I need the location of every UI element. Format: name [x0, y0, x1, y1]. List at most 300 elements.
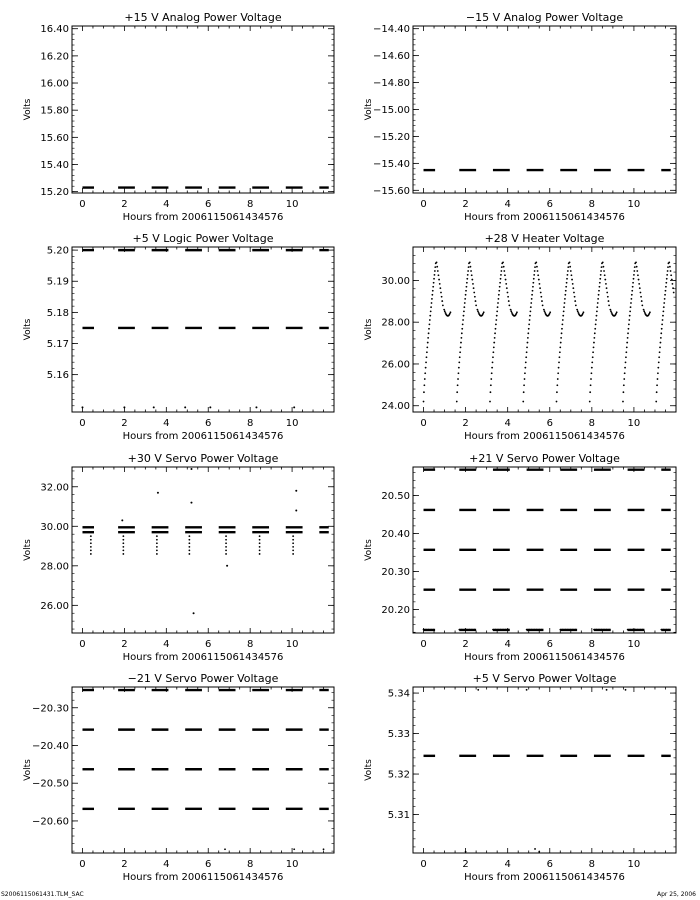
data-point: [560, 342, 562, 344]
data-point: [493, 342, 495, 344]
data-point: [436, 261, 438, 263]
data-point: [535, 261, 537, 263]
data-point: [562, 629, 564, 631]
data-point: [631, 294, 633, 296]
y-axis-label: Volts: [364, 759, 374, 781]
data-point: [576, 309, 578, 311]
y-tick-label: −20.60: [31, 816, 69, 828]
data-point: [627, 332, 629, 334]
x-tick-label: 4: [504, 199, 511, 210]
data-point: [635, 261, 637, 263]
data-point: [436, 266, 438, 268]
data-point: [494, 332, 496, 334]
data-point: [492, 361, 494, 363]
data-point: [657, 372, 659, 374]
plot-frame: [413, 247, 676, 412]
data-point: [597, 302, 599, 304]
data-point: [564, 298, 566, 300]
chart-title: −15 V Analog Power Voltage: [465, 11, 624, 24]
data-point: [433, 282, 435, 284]
data-point: [663, 629, 665, 631]
x-tick-label: 6: [205, 199, 212, 210]
x-tick-label: 0: [79, 418, 86, 429]
data-point: [468, 266, 470, 268]
data-point: [492, 629, 494, 631]
data-point: [457, 378, 459, 380]
data-point: [503, 270, 505, 272]
data-point: [570, 629, 572, 631]
data-point: [438, 279, 440, 281]
outlier-point: [157, 492, 159, 494]
footer-file-label: S2006115061431.TLM_SAC: [1, 891, 84, 898]
chart-panel-5: [23, 452, 334, 663]
y-tick-label: −15.40: [372, 158, 410, 170]
data-point: [562, 319, 564, 321]
y-tick-label: 15.40: [40, 159, 69, 171]
data-point: [90, 539, 92, 541]
data-point: [642, 629, 644, 631]
data-point: [530, 306, 532, 308]
data-point: [629, 629, 631, 631]
y-axis-label: Volts: [364, 539, 374, 561]
plot-frame: [72, 247, 334, 412]
data-point: [224, 848, 226, 850]
data-point: [495, 629, 497, 631]
y-axis-label: Volts: [23, 98, 33, 121]
data-point: [441, 300, 443, 302]
data-point: [507, 629, 509, 631]
data-point: [496, 315, 498, 317]
chart-title: +5 V Logic Power Voltage: [132, 232, 274, 245]
data-point: [641, 300, 643, 302]
data-point: [661, 328, 663, 330]
data-point: [457, 384, 459, 386]
y-axis-label: Volts: [23, 759, 33, 781]
data-point: [122, 542, 124, 544]
data-point: [475, 304, 477, 306]
data-point: [630, 302, 632, 304]
data-point: [90, 553, 92, 555]
data-point: [467, 270, 469, 272]
y-tick-label: 20.30: [381, 566, 410, 578]
data-point: [495, 328, 497, 330]
data-point: [624, 372, 626, 374]
data-point: [469, 261, 471, 263]
x-tick-label: 10: [627, 639, 641, 650]
chart-panel-4: [364, 232, 676, 442]
data-point: [188, 553, 190, 555]
data-point: [526, 346, 528, 348]
data-point: [598, 294, 600, 296]
x-tick-label: 4: [163, 418, 170, 429]
y-axis-label: Volts: [23, 318, 33, 341]
data-point: [525, 361, 527, 363]
data-point: [583, 311, 585, 313]
data-point: [539, 283, 541, 285]
x-tick-label: 0: [420, 859, 427, 870]
data-point: [558, 367, 560, 369]
data-point: [567, 274, 569, 276]
data-point: [523, 391, 525, 393]
data-point: [426, 346, 428, 348]
data-point: [225, 539, 227, 541]
data-point: [259, 546, 261, 548]
data-point: [156, 539, 158, 541]
data-point: [225, 549, 227, 551]
data-point: [604, 279, 606, 281]
data-point: [537, 274, 539, 276]
data-point: [570, 270, 572, 272]
data-point: [540, 296, 542, 298]
data-point: [625, 689, 627, 691]
data-point: [528, 629, 530, 631]
data-point: [510, 309, 512, 311]
data-point: [604, 274, 606, 276]
data-point: [599, 286, 601, 288]
data-point: [660, 337, 662, 339]
data-point: [259, 539, 261, 541]
x-tick-label: 0: [420, 639, 427, 650]
x-tick-label: 4: [504, 859, 511, 870]
data-point: [431, 298, 433, 300]
outlier-point: [295, 490, 297, 492]
data-point: [660, 332, 662, 334]
y-axis-label: Volts: [364, 318, 374, 341]
outlier-point: [193, 612, 195, 614]
data-point: [672, 283, 674, 285]
data-point: [458, 367, 460, 369]
data-point: [500, 629, 502, 631]
data-point: [471, 274, 473, 276]
chart-panel-6: [364, 452, 676, 663]
data-point: [563, 306, 565, 308]
data-point: [466, 286, 468, 288]
data-point: [538, 851, 540, 853]
data-point: [630, 298, 632, 300]
data-point: [464, 302, 466, 304]
data-point: [503, 266, 505, 268]
data-point: [477, 310, 479, 312]
data-point: [541, 300, 543, 302]
chart-panel-8: [364, 672, 676, 883]
y-tick-label: 24.00: [381, 401, 410, 413]
data-point: [475, 300, 477, 302]
data-point: [637, 629, 639, 631]
data-point: [528, 323, 530, 325]
data-point: [439, 287, 441, 289]
data-point: [292, 553, 294, 555]
y-tick-label: 5.31: [387, 810, 410, 822]
x-tick-label: 10: [627, 859, 641, 870]
data-point: [593, 346, 595, 348]
y-tick-label: 5.32: [387, 769, 410, 781]
data-point: [605, 283, 607, 285]
x-tick-label: 0: [420, 418, 427, 429]
x-tick-label: 4: [504, 418, 511, 429]
data-point: [668, 629, 670, 631]
x-axis-label: Hours from 2006115061434576: [464, 652, 625, 663]
data-point: [627, 337, 629, 339]
y-tick-label: −15.00: [372, 105, 410, 116]
data-point: [434, 266, 436, 268]
data-point: [90, 542, 92, 544]
data-point: [531, 294, 533, 296]
data-point: [459, 356, 461, 358]
data-point: [523, 384, 525, 386]
data-point: [123, 406, 125, 408]
data-point: [473, 287, 475, 289]
data-point: [209, 406, 211, 408]
data-point: [460, 346, 462, 348]
x-axis-label: Hours from 2006115061434576: [122, 652, 284, 663]
data-point: [533, 274, 535, 276]
data-point: [259, 535, 261, 537]
x-tick-label: 8: [588, 859, 596, 870]
data-point: [657, 378, 659, 380]
data-point: [531, 629, 533, 631]
data-point: [632, 629, 634, 631]
data-point: [434, 274, 436, 276]
data-point: [153, 406, 155, 408]
data-point: [483, 311, 485, 313]
y-tick-label: 15.80: [40, 105, 69, 117]
data-point: [557, 378, 559, 380]
data-point: [463, 310, 465, 312]
y-tick-label: 30.00: [381, 275, 410, 287]
x-tick-label: 10: [285, 199, 299, 210]
data-point: [225, 546, 227, 548]
data-point: [573, 292, 575, 294]
data-point: [492, 356, 494, 358]
data-point: [499, 286, 501, 288]
x-tick-label: 2: [462, 859, 469, 870]
data-point: [471, 279, 473, 281]
data-point: [625, 356, 627, 358]
data-point: [188, 542, 190, 544]
data-point: [500, 274, 502, 276]
data-point: [656, 384, 658, 386]
data-point: [499, 282, 501, 284]
x-tick-label: 2: [462, 639, 469, 650]
chart-panel-1: [23, 11, 334, 223]
data-point: [502, 261, 504, 263]
plot-frame: [72, 467, 334, 633]
data-point: [597, 298, 599, 300]
y-tick-label: 32.00: [40, 482, 69, 494]
data-point: [592, 356, 594, 358]
data-point: [608, 629, 610, 631]
data-point: [474, 629, 476, 631]
data-point: [496, 310, 498, 312]
data-point: [595, 319, 597, 321]
data-point: [259, 549, 261, 551]
data-point: [423, 384, 425, 386]
data-point: [540, 292, 542, 294]
data-point: [470, 270, 472, 272]
data-point: [572, 287, 574, 289]
x-tick-label: 10: [285, 859, 299, 870]
data-point: [622, 401, 624, 403]
data-point: [456, 401, 458, 403]
data-point: [629, 310, 631, 312]
data-point: [532, 286, 534, 288]
data-point: [461, 332, 463, 334]
data-point: [574, 296, 576, 298]
y-tick-label: 5.34: [387, 688, 410, 700]
data-point: [467, 274, 469, 276]
data-point: [530, 302, 532, 304]
data-point: [625, 351, 627, 353]
data-point: [534, 848, 536, 850]
x-tick-label: 6: [546, 859, 553, 870]
x-tick-label: 10: [627, 199, 641, 210]
data-point: [567, 270, 569, 272]
data-point: [90, 535, 92, 537]
y-tick-label: 16.40: [40, 24, 69, 36]
data-point: [426, 356, 428, 358]
data-point: [430, 310, 432, 312]
data-point: [501, 266, 503, 268]
data-point: [631, 290, 633, 292]
data-point: [156, 535, 158, 537]
data-point: [575, 629, 577, 631]
data-point: [670, 274, 672, 276]
data-point: [188, 549, 190, 551]
data-point: [81, 406, 83, 408]
data-point: [437, 270, 439, 272]
data-point: [599, 282, 601, 284]
data-point: [508, 300, 510, 302]
x-tick-label: 10: [285, 639, 299, 650]
data-point: [431, 302, 433, 304]
data-point: [556, 384, 558, 386]
data-point: [491, 367, 493, 369]
y-tick-label: −14.80: [372, 78, 410, 90]
data-point: [658, 356, 660, 358]
x-axis-label: Hours from 2006115061434576: [122, 212, 284, 223]
data-point: [608, 300, 610, 302]
y-tick-label: 5.16: [46, 370, 69, 382]
data-point: [510, 310, 512, 312]
data-point: [90, 546, 92, 548]
data-point: [558, 361, 560, 363]
y-tick-label: −20.40: [31, 740, 69, 752]
data-point: [559, 346, 561, 348]
data-point: [441, 296, 443, 298]
data-point: [638, 279, 640, 281]
data-point: [464, 298, 466, 300]
x-tick-label: 6: [546, 418, 553, 429]
x-tick-label: 2: [121, 639, 128, 650]
y-tick-label: 15.60: [40, 132, 69, 144]
data-point: [599, 278, 601, 280]
data-point: [500, 270, 502, 272]
data-point: [593, 342, 595, 344]
data-point: [524, 378, 526, 380]
data-point: [122, 549, 124, 551]
data-point: [567, 629, 569, 631]
data-point: [476, 309, 478, 311]
data-point: [670, 270, 672, 272]
data-point: [639, 287, 641, 289]
y-tick-label: 20.50: [381, 490, 410, 502]
data-point: [443, 309, 445, 311]
x-tick-label: 4: [163, 199, 170, 210]
data-point: [292, 535, 294, 537]
data-point: [659, 346, 661, 348]
data-point: [531, 298, 533, 300]
outlier-point: [226, 565, 228, 567]
y-axis-label: Volts: [364, 98, 374, 121]
data-point: [469, 629, 471, 631]
data-point: [440, 292, 442, 294]
y-tick-label: −15.20: [372, 131, 410, 143]
data-point: [575, 304, 577, 306]
data-point: [636, 266, 638, 268]
data-point: [432, 290, 434, 292]
x-tick-label: 0: [79, 859, 86, 870]
data-point: [492, 351, 494, 353]
data-point: [461, 328, 463, 330]
data-point: [527, 342, 529, 344]
data-point: [524, 372, 526, 374]
data-point: [608, 304, 610, 306]
data-point: [662, 319, 664, 321]
data-point: [427, 337, 429, 339]
plot-frame: [413, 687, 676, 853]
data-point: [549, 311, 551, 313]
x-tick-label: 10: [285, 418, 299, 429]
data-point: [444, 310, 446, 312]
data-point: [538, 629, 540, 631]
data-point: [122, 535, 124, 537]
data-point: [464, 629, 466, 631]
data-point: [600, 270, 602, 272]
data-point: [505, 279, 507, 281]
data-point: [534, 270, 536, 272]
data-point: [606, 689, 608, 691]
data-point: [616, 311, 618, 313]
data-point: [666, 274, 668, 276]
data-point: [594, 332, 596, 334]
data-point: [565, 290, 567, 292]
data-point: [637, 274, 639, 276]
data-point: [572, 283, 574, 285]
data-point: [639, 629, 641, 631]
x-tick-label: 8: [588, 418, 596, 429]
x-tick-label: 2: [462, 418, 469, 429]
data-point: [563, 310, 565, 312]
data-point: [225, 542, 227, 544]
data-point: [462, 323, 464, 325]
data-point: [428, 328, 430, 330]
data-point: [424, 372, 426, 374]
x-tick-label: 8: [588, 639, 596, 650]
data-point: [463, 306, 465, 308]
data-point: [259, 553, 261, 555]
x-tick-label: 2: [462, 199, 469, 210]
data-point: [600, 274, 602, 276]
data-point: [458, 629, 460, 631]
data-point: [527, 337, 529, 339]
y-tick-label: −14.60: [372, 51, 410, 63]
data-point: [566, 278, 568, 280]
data-point: [598, 290, 600, 292]
data-point: [571, 279, 573, 281]
data-point: [626, 346, 628, 348]
data-point: [539, 287, 541, 289]
x-tick-label: 4: [163, 859, 170, 870]
